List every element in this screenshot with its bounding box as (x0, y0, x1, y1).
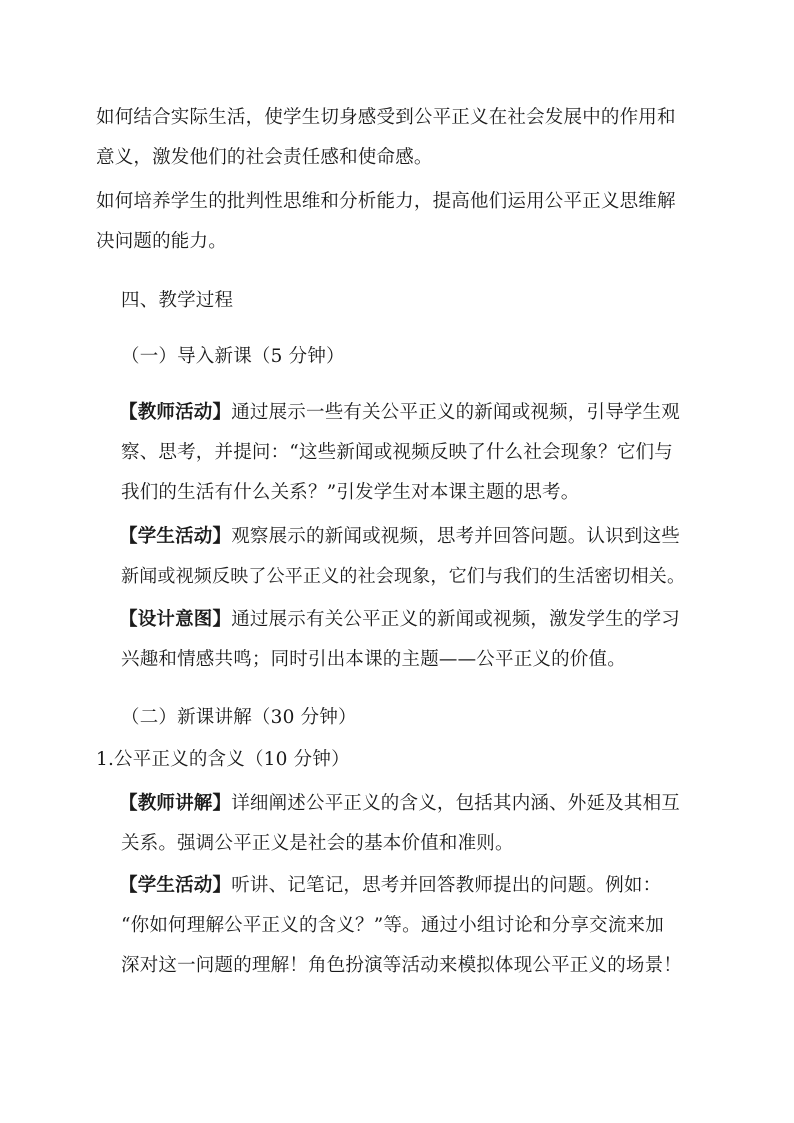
design-intent-tag: 【设计意图】 (119, 609, 232, 630)
part-1-heading: （一）导入新课（5 分钟） (121, 346, 345, 367)
part-1-teacher-line-1 (119, 401, 680, 425)
sub-1-teacher-line-2: 关系。强调公平正义是社会的基本价值和准则。 (121, 833, 514, 854)
part-1-student-line-1 (119, 525, 680, 549)
challenge-2-line-2: 决问题的能力。 (96, 231, 227, 252)
subsection-1-heading: 1.公平正义的含义（10 分钟） (96, 749, 350, 770)
challenge-2-line-1: 如何培养学生的批判性思维和分析能力，提高他们运用公平正义思维解 (96, 191, 676, 212)
challenge-1-line-1: 如何结合实际生活，使学生切身感受到公平正义在社会发展中的作用和 (96, 107, 676, 128)
teacher-activity-tag: 【教师活动】 (119, 402, 232, 423)
sub-1-student-line-2: “你如何理解公平正义的含义？”等。通过小组讨论和分享交流来加 (121, 915, 664, 936)
student-activity-tag-2: 【学生活动】 (119, 875, 232, 896)
design-intent-text: 通过展示有关公平正义的新闻或视频，激发学生的学习 (231, 609, 681, 630)
student-activity-text: 观察展示的新闻或视频，思考并回答问题。认识到这些 (231, 526, 681, 547)
part-2-heading: （二）新课讲解（30 分钟） (121, 707, 357, 728)
sub-1-student-line-3: 深对这一问题的理解！角色扮演等活动来模拟体现公平正义的场景！ (121, 955, 683, 976)
part-1-design-line-2: 兴趣和情感共鸣；同时引出本课的主题——公平正义的价值。 (121, 649, 626, 670)
teacher-activity-text: 通过展示一些有关公平正义的新闻或视频，引导学生观 (231, 402, 681, 423)
student-activity-text-2: 听讲、记笔记，思考并回答教师提出的问题。例如： (231, 875, 662, 896)
teacher-lecture-tag: 【教师讲解】 (119, 793, 232, 814)
student-activity-tag: 【学生活动】 (119, 526, 232, 547)
part-1-design-line-1 (119, 608, 680, 632)
challenge-1-line-2: 意义，激发他们的社会责任感和使命感。 (96, 147, 433, 168)
part-1-teacher-line-2: 察、思考，并提问：“这些新闻或视频反映了什么社会现象？它们与 (121, 442, 673, 463)
sub-1-teacher-line-1 (119, 792, 680, 816)
part-1-student-line-2: 新闻或视频反映了公平正义的社会现象，它们与我们的生活密切相关。 (121, 566, 686, 587)
sub-1-student-line-1 (119, 874, 661, 898)
section-4-heading: 四、教学过程 (121, 290, 234, 311)
teacher-lecture-text: 详细阐述公平正义的含义，包括其内涵、外延及其相互 (231, 793, 681, 814)
part-1-teacher-line-3: 我们的生活有什么关系？”引发学生对本课主题的思考。 (121, 482, 580, 503)
